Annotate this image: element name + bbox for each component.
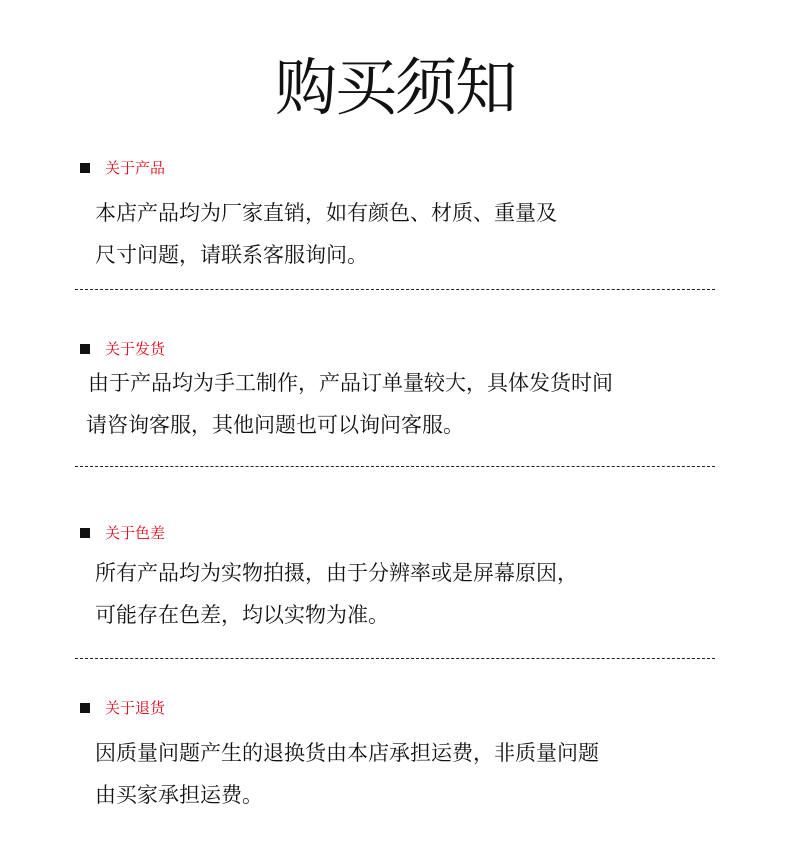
- section-body-line: 所有产品均为实物拍摄，由于分辨率或是屏幕原因，: [95, 561, 578, 585]
- section-body-line: 可能存在色差，均以实物为准。: [95, 603, 389, 627]
- section-heading-color-difference: [80, 523, 165, 543]
- dashed-divider: [75, 466, 715, 467]
- section-body-line: 尺寸问题，请联系客服询问。: [95, 243, 368, 267]
- section-heading-label: 关于色差: [105, 524, 166, 542]
- section-heading-product: [80, 158, 165, 178]
- dashed-divider: [75, 658, 715, 659]
- square-bullet-icon: [80, 703, 90, 713]
- page-title: 购买须知: [274, 51, 515, 124]
- section-heading-label: 关于产品: [105, 159, 166, 177]
- square-bullet-icon: [80, 163, 90, 173]
- section-heading-shipping: [80, 339, 165, 359]
- section-body-line: 由买家承担运费。: [95, 783, 263, 807]
- section-body-line: 由于产品均为手工制作，产品订单量较大，具体发货时间: [88, 371, 613, 395]
- dashed-divider: [75, 289, 715, 290]
- section-heading-label: 关于退货: [105, 699, 166, 717]
- section-heading-returns: [80, 698, 165, 718]
- square-bullet-icon: [80, 528, 90, 538]
- section-heading-label: 关于发货: [105, 340, 166, 358]
- section-body-line: 因质量问题产生的退换货由本店承担运费，非质量问题: [95, 741, 599, 765]
- square-bullet-icon: [80, 344, 90, 354]
- section-body-line: 请咨询客服，其他问题也可以询问客服。: [86, 413, 464, 437]
- section-body-line: 本店产品均为厂家直销，如有颜色、材质、重量及: [95, 201, 557, 225]
